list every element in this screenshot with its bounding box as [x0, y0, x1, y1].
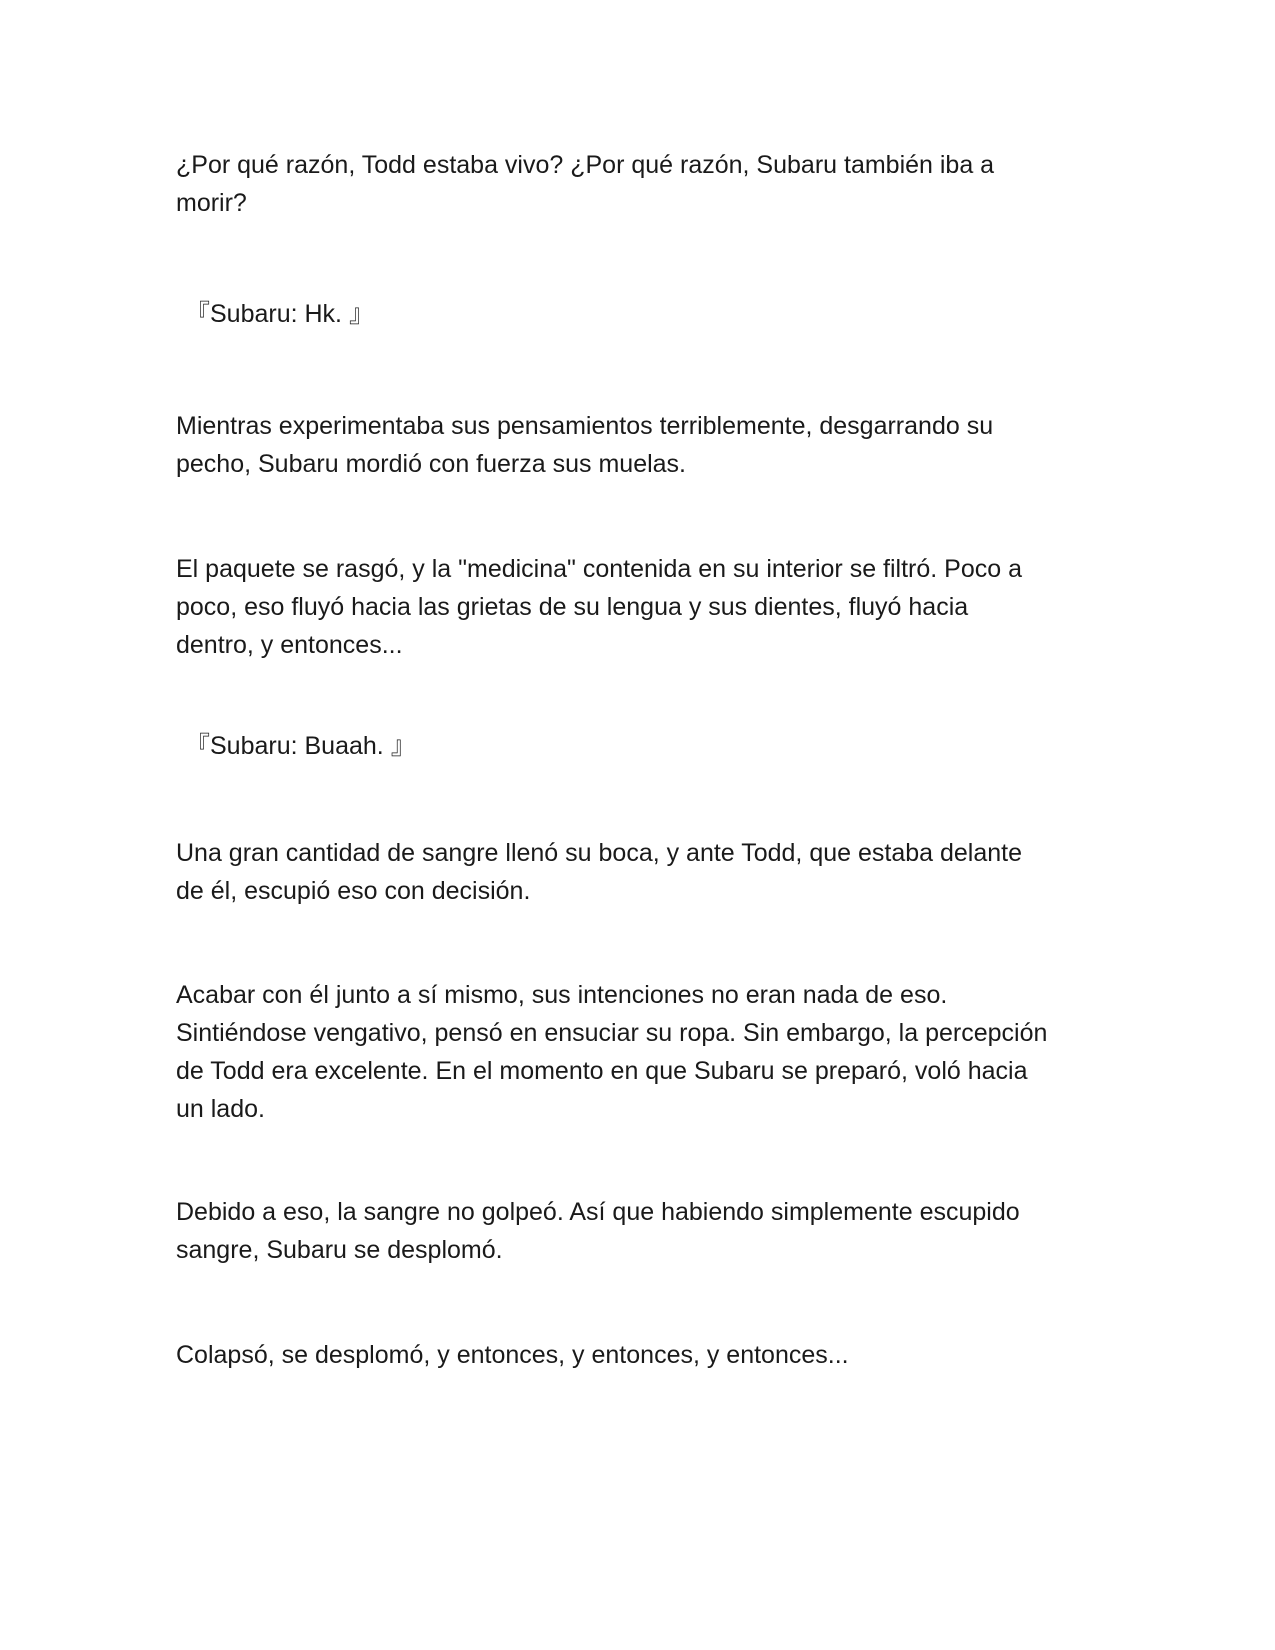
paragraph-1: ¿Por qué razón, Todd estaba vivo? ¿Por qué razón, Subaru también iba a morir? — [176, 151, 995, 217]
dialogue-line-2: 『Subaru: Buaah. 』 — [185, 732, 416, 760]
paragraph-5: Acabar con él junto a sí mismo, sus intenciones no eran nada de eso. Sintiéndose vengativo, pensó en ensuciar su ropa. Sin embargo, la percepción de Todd era excelente. En el momento en que Subaru se preparó, voló hacia un lado. — [176, 981, 1048, 1123]
paragraph-6: Debido a eso, la sangre no golpeó. Así que habiendo simplemente escupido sangre, Subaru se desplomó. — [176, 1198, 1020, 1264]
paragraph-4: Una gran cantidad de sangre llenó su boca, y ante Todd, que estaba delante de él, escupió eso con decisión. — [176, 839, 1022, 905]
paragraph-2: Mientras experimentaba sus pensamientos terriblemente, desgarrando su pecho, Subaru mordió con fuerza sus muelas. — [176, 412, 994, 478]
paragraph-7: Colapsó, se desplomó, y entonces, y entonces, y entonces... — [176, 1341, 849, 1369]
dialogue-line-1: 『Subaru: Hk. 』 — [185, 300, 374, 328]
paragraph-3: El paquete se rasgó, y la "medicina" contenida en su interior se filtró. Poco a poco, eso fluyó hacia las grietas de su lengua y sus dientes, fluyó hacia dentro, y entonces... — [176, 555, 1022, 659]
